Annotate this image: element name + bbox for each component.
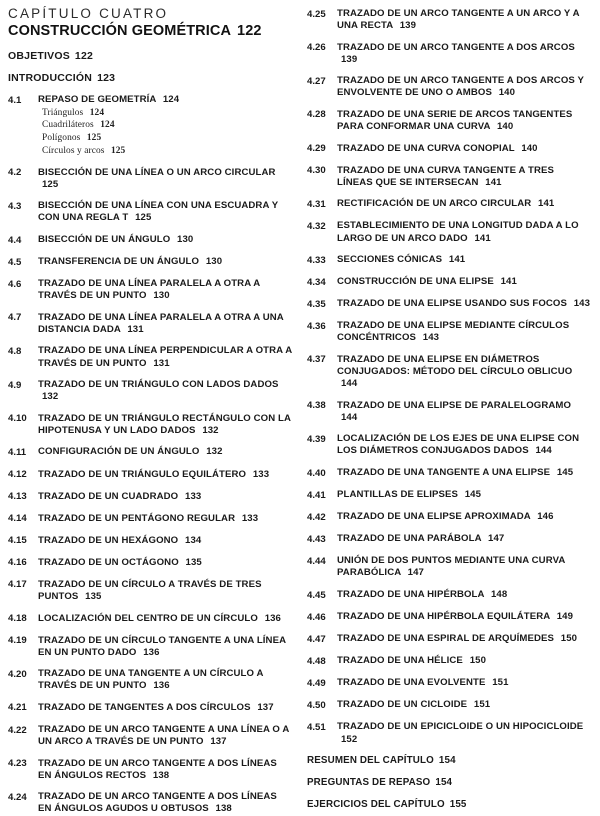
toc-entry-title: REPASO DE GEOMETRÍA: [38, 94, 157, 105]
toc-entry-title: UNIÓN DE DOS PUNTOS MEDIANTE UNA CURVA PARABÓLICA: [337, 555, 566, 579]
toc-entry-body: [38, 167, 293, 191]
chapter-label: CAPÍTULO CUATRO: [8, 6, 169, 21]
toc-entry-body: [38, 94, 293, 157]
toc-entry-body: [337, 42, 592, 66]
toc-entry[interactable]: [307, 109, 592, 133]
toc-entry-page: 134: [185, 534, 202, 546]
toc-entry-page: 147: [488, 533, 505, 545]
toc-entry[interactable]: [8, 256, 293, 269]
toc-entry-title: TRAZADO DE UNA PARÁBOLA: [337, 533, 482, 545]
toc-entry-page: 136: [153, 680, 170, 692]
toc-entry-body: [38, 557, 293, 569]
front-matter-label: OBJETIVOS: [8, 50, 70, 62]
toc-entry[interactable]: [8, 513, 293, 526]
toc-entry-page: 145: [556, 467, 574, 479]
toc-entry-body: [38, 379, 293, 403]
toc-entry-number: 4.7: [8, 312, 22, 324]
toc-subentry-list: [38, 108, 293, 158]
toc-entry-title: TRAZADO DE UN EPICICLOIDE O UN HIPOCICLOIDE: [337, 721, 584, 733]
toc-entry-title: TRAZADO DE UNA ELIPSE MEDIANTE CÍRCULOS CONCÉNTRICOS: [337, 320, 570, 344]
toc-entry-body: [337, 354, 592, 390]
toc-entry-page: 140: [521, 142, 538, 154]
toc-entry-title: TRAZADO DE UNA ELIPSE USANDO SUS FOCOS: [337, 298, 567, 310]
toc-entry-page: 139: [341, 53, 358, 65]
toc-entry-body: [38, 635, 293, 659]
toc-entry-body: [38, 535, 293, 547]
toc-entry-number: 4.9: [8, 379, 22, 391]
toc-entry[interactable]: [8, 312, 293, 336]
toc-entry-title: TRAZADO DE UN CÍRCULO A TRAVÉS DE TRES PUNTOS: [38, 578, 262, 602]
toc-entry-number: 4.47: [307, 633, 326, 645]
toc-entry-body: [337, 721, 592, 745]
toc-entry-title: TRAZADO DE UNA CURVA TANGENTE A TRES LÍNEAS QUE SE INTERSECAN: [337, 164, 554, 188]
toc-entry-title: TRAZADO DE UNA ELIPSE EN DIÁMETROS CONJUGADOS: MÉTODO DEL CÍRCULO OBLICUO: [337, 353, 573, 378]
toc-entry-number: 4.33: [307, 254, 326, 266]
toc-entry-body: [337, 109, 592, 133]
toc-subentry-label: Polígonos: [42, 133, 81, 144]
toc-entry-title: PLANTILLAS DE ELIPSES: [337, 489, 458, 501]
toc-entry-title: TRAZADO DE UN CICLOIDE: [337, 699, 468, 711]
toc-entry-body: [38, 758, 293, 782]
toc-entry-body: [38, 200, 293, 224]
toc-entry-number: 4.36: [307, 320, 326, 332]
toc-entry-title: CONSTRUCCIÓN DE UNA ELIPSE: [337, 276, 494, 288]
toc-entry-body: [337, 298, 592, 310]
toc-entry-body: [337, 489, 592, 501]
toc-entry-number: 4.29: [307, 143, 326, 155]
toc-entry[interactable]: [307, 276, 592, 289]
toc-entry-page: 131: [153, 357, 170, 369]
toc-entry-title: BISECCIÓN DE UN ÁNGULO: [38, 234, 171, 246]
toc-entry[interactable]: [307, 198, 592, 211]
toc-entry-body: [337, 198, 592, 210]
toc-entry-page: 141: [500, 276, 517, 288]
toc-entry-title: TRAZADO DE UNA LÍNEA PERPENDICULAR A OTRA A TRAVÉS DE UN PUNTO: [38, 345, 292, 369]
toc-entry-number: 4.37: [307, 354, 326, 366]
toc-entry-number: 4.1: [8, 94, 22, 106]
toc-entry[interactable]: [307, 721, 592, 745]
toc-entry-title: TRAZADO DE UN TRIÁNGULO RECTÁNGULO CON LA HIPOTENUSA Y UN LADO DADOS: [38, 412, 291, 436]
toc-entry-number: 4.16: [8, 557, 27, 569]
tail-entries-list: [307, 755, 592, 810]
toc-entry-title: TRAZADO DE UN HEXÁGONO: [38, 534, 179, 546]
toc-entry[interactable]: [307, 75, 592, 99]
toc-subentry-label: Triángulos: [42, 107, 84, 118]
toc-entry-number: 4.48: [307, 655, 326, 667]
toc-entry-page: 133: [252, 468, 270, 480]
front-matter-entry[interactable]: [8, 72, 293, 84]
toc-entry-title: TRAZADO DE UNA CURVA CONOPIAL: [337, 142, 515, 154]
toc-entry-page: 125: [135, 212, 152, 224]
toc-entry[interactable]: [8, 200, 293, 224]
toc-entry-number: 4.50: [307, 699, 326, 711]
toc-entry[interactable]: [8, 758, 293, 782]
toc-entry-title: LOCALIZACIÓN DE LOS EJES DE UNA ELIPSE CON LOS DIÁMETROS CONJUGADOS DADOS: [337, 433, 580, 457]
toc-entry-title: TRAZADO DE UNA ESPIRAL DE ARQUÍMEDES: [337, 633, 554, 645]
toc-entry-body: [337, 8, 592, 32]
toc-entry[interactable]: [307, 165, 592, 189]
toc-entry-number: 4.11: [8, 446, 27, 458]
toc-entry-number: 4.17: [8, 579, 27, 591]
toc-entry-body: [337, 555, 592, 579]
toc-tail-page: 154: [435, 777, 453, 789]
toc-entry[interactable]: [307, 555, 592, 579]
toc-entry-page: 125: [42, 178, 59, 190]
toc-entry-title: TRAZADO DE UN ARCO TANGENTE A DOS ARCOS: [337, 41, 575, 53]
toc-entry-page: 147: [407, 567, 424, 579]
toc-subentry-label: Cuadriláteros: [42, 120, 94, 131]
toc-entry-body: [38, 234, 293, 246]
toc-entry-page: 144: [341, 411, 358, 423]
toc-entry-body: [38, 702, 293, 714]
toc-entry-body: [337, 467, 592, 479]
toc-entry-page: 145: [464, 489, 482, 501]
toc-entry-page: 146: [537, 511, 554, 523]
toc-entry[interactable]: [307, 143, 592, 156]
toc-entry-page: 151: [473, 699, 491, 711]
toc-entry[interactable]: [307, 533, 592, 546]
toc-entry-page: 133: [185, 490, 202, 502]
toc-entry-number: 4.30: [307, 165, 326, 177]
toc-entry-body: [337, 433, 592, 457]
toc-entry-body: [337, 143, 592, 155]
toc-entry-title: TRAZADO DE TANGENTES A DOS CÍRCULOS: [38, 701, 251, 713]
toc-entry[interactable]: [307, 677, 592, 690]
toc-entry-page: 124: [162, 94, 180, 105]
toc-entry-page: 130: [177, 234, 194, 246]
toc-entry-number: 4.38: [307, 400, 326, 412]
front-matter-label: INTRODUCCIÓN: [8, 72, 93, 84]
toc-subentry-page: 124: [100, 120, 115, 131]
toc-subentry-label: Círculos y arcos: [42, 145, 105, 156]
toc-entry-page: 132: [42, 391, 59, 403]
toc-tail-label: PREGUNTAS DE REPASO: [307, 777, 431, 789]
toc-entry-title: TRAZADO DE UNA LÍNEA PARALELA A OTRA A TRAVÉS DE UN PUNTO: [38, 278, 260, 302]
toc-entry-number: 4.6: [8, 278, 22, 290]
toc-entry[interactable]: [307, 320, 592, 344]
toc-entry[interactable]: [8, 702, 293, 715]
toc-entry-body: [337, 589, 592, 601]
toc-entry[interactable]: [307, 42, 592, 66]
toc-entry-body: [38, 513, 293, 525]
toc-entry-number: 4.12: [8, 469, 27, 481]
toc-left-column: [8, 6, 293, 815]
toc-entry-number: 4.34: [307, 276, 326, 288]
toc-entry-number: 4.10: [8, 413, 27, 425]
toc-entry-page: 130: [153, 290, 170, 302]
toc-entry-number: 4.42: [307, 511, 326, 523]
toc-entry-number: 4.51: [307, 721, 326, 733]
toc-entry[interactable]: [307, 655, 592, 668]
toc-entry-page: 138: [152, 769, 170, 781]
toc-entry-number: 4.39: [307, 433, 326, 445]
toc-entry-title: TRAZADO DE UN ARCO TANGENTE A DOS LÍNEAS EN ÁNGULOS RECTOS: [38, 757, 277, 781]
toc-tail-label: RESUMEN DEL CAPÍTULO: [307, 755, 434, 767]
toc-entry-title: RECTIFICACIÓN DE UN ARCO CIRCULAR: [337, 198, 532, 210]
toc-entry-number: 4.14: [8, 513, 27, 525]
toc-entry-body: [38, 278, 293, 302]
toc-entry-page: 137: [257, 701, 274, 713]
toc-entry-title: TRAZADO DE UN ARCO TANGENTE A UNA LÍNEA O A UN ARCO A TRAVÉS DE UN PUNTO: [38, 724, 290, 748]
toc-entry-page: 141: [448, 254, 466, 266]
toc-tail-page: 155: [449, 799, 467, 811]
toc-entry-number: 4.31: [307, 198, 326, 210]
toc-entry-title: TRAZADO DE UN OCTÁGONO: [38, 556, 179, 568]
toc-entry-body: [38, 579, 293, 603]
toc-entry[interactable]: [307, 489, 592, 502]
toc-subentry[interactable]: [42, 108, 293, 119]
toc-entry-body: [38, 668, 293, 692]
toc-entry-title: TRAZADO DE UNA HIPÉRBOLA EQUILÁTERA: [337, 611, 550, 623]
toc-entry-title: CONFIGURACIÓN DE UN ÁNGULO: [38, 446, 200, 458]
toc-entry-number: 4.45: [307, 589, 326, 601]
toc-entry-title: SECCIONES CÓNICAS: [337, 254, 443, 266]
toc-subentry[interactable]: [42, 120, 293, 131]
toc-entry[interactable]: [8, 446, 293, 459]
toc-entry-page: 150: [469, 655, 487, 667]
toc-subentry-page: 125: [110, 145, 126, 156]
toc-entry-page: 151: [492, 677, 509, 689]
toc-entry-body: [337, 276, 592, 288]
toc-entry[interactable]: [307, 433, 592, 457]
toc-entry-title: TRAZADO DE UN ARCO TANGENTE A UN ARCO Y A UNA RECTA: [337, 8, 580, 32]
toc-entry-title: TRAZADO DE UN ARCO TANGENTE A DOS ARCOS Y ENVOLVENTE DE UNO O AMBOS: [337, 75, 584, 99]
toc-entry-page: 144: [341, 378, 358, 390]
toc-entry-page: 149: [556, 611, 574, 623]
toc-subentry-page: 125: [86, 133, 102, 144]
toc-entry-body: [337, 254, 592, 266]
toc-entry-body: [337, 655, 592, 667]
toc-entry-body: [38, 446, 293, 458]
toc-entry[interactable]: [307, 511, 592, 524]
toc-entry-page: 133: [241, 512, 259, 524]
toc-entry-number: 4.8: [8, 345, 22, 357]
toc-entry-title: ESTABLECIMIENTO DE UNA LONGITUD DADA A LO LARGO DE UN ARCO DADO: [337, 220, 579, 244]
toc-entry-body: [38, 724, 293, 748]
toc-entry-body: [337, 677, 592, 689]
toc-entry-number: 4.46: [307, 611, 326, 623]
front-matter-page: 122: [74, 50, 94, 62]
toc-entry[interactable]: [307, 8, 592, 32]
toc-entry[interactable]: [8, 278, 293, 302]
toc-entry-number: 4.44: [307, 555, 326, 567]
toc-entry[interactable]: [307, 298, 592, 311]
toc-entry-body: [337, 220, 592, 244]
toc-entry-page: 148: [490, 589, 508, 600]
toc-entry-title: TRAZADO DE UNA ELIPSE DE PARALELOGRAMO: [337, 399, 572, 411]
toc-entry-number: 4.3: [8, 200, 22, 212]
toc-entry-number: 4.15: [8, 535, 27, 547]
toc-entry-title: LOCALIZACIÓN DEL CENTRO DE UN CÍRCULO: [38, 612, 258, 624]
toc-entry-number: 4.23: [8, 758, 27, 770]
toc-entry-body: [337, 320, 592, 344]
toc-entry-title: TRAZADO DE UNA ELIPSE APROXIMADA: [337, 511, 531, 523]
toc-entry[interactable]: [8, 613, 293, 626]
toc-entry-page: 131: [127, 323, 144, 335]
toc-entry-page: 132: [202, 424, 219, 436]
toc-entry-body: [337, 400, 592, 424]
toc-entry[interactable]: [8, 668, 293, 692]
toc-entry-page: 152: [341, 733, 358, 745]
toc-entry[interactable]: [8, 535, 293, 548]
left-entries-list: [8, 94, 293, 816]
toc-entry[interactable]: [307, 611, 592, 624]
toc-entry-number: 4.28: [307, 109, 326, 121]
toc-entry[interactable]: [8, 167, 293, 191]
toc-entry[interactable]: [8, 579, 293, 603]
toc-tail-label: EJERCICIOS DEL CAPÍTULO: [307, 799, 445, 811]
toc-tail-entry[interactable]: [307, 799, 592, 810]
toc-entry-body: [38, 312, 293, 336]
toc-entry-title: TRAZADO DE UN CÍRCULO TANGENTE A UNA LÍNEA EN UN PUNTO DADO: [38, 634, 286, 658]
toc-subentry[interactable]: [42, 146, 293, 157]
chapter-title-text: CONSTRUCCIÓN GEOMÉTRICA: [8, 23, 232, 39]
toc-entry[interactable]: [307, 633, 592, 646]
toc-entry-title: TRAZADO DE UNA LÍNEA PARALELA A OTRA A UNA DISTANCIA DADA: [38, 311, 284, 335]
toc-entry-number: 4.43: [307, 533, 326, 545]
toc-entry-body: [337, 75, 592, 99]
toc-entry-title: TRAZADO DE UNA TANGENTE A UN CÍRCULO A TRAVÉS DE UN PUNTO: [38, 668, 264, 692]
toc-entry-body: [337, 611, 592, 623]
toc-entry-body: [38, 491, 293, 503]
toc-entry-page: 132: [206, 446, 223, 458]
toc-entry-page: 143: [422, 332, 440, 344]
toc-entry[interactable]: [307, 467, 592, 480]
toc-entry-number: 4.24: [8, 791, 27, 803]
toc-entry-page: 141: [474, 232, 491, 244]
toc-entry-page: 137: [210, 736, 227, 748]
chapter-title-page: 122: [237, 23, 262, 39]
front-matter-page: 123: [97, 72, 116, 84]
toc-entry-number: 4.21: [8, 702, 27, 714]
toc-entry-title: BISECCIÓN DE UNA LÍNEA O UN ARCO CIRCULAR: [38, 166, 276, 178]
toc-entry-title: TRAZADO DE UN TRIÁNGULO CON LADOS DADOS: [38, 379, 279, 391]
toc-entry-body: [337, 511, 592, 523]
toc-entry-body: [337, 165, 592, 189]
toc-entry-number: 4.32: [307, 220, 326, 232]
toc-entry-title: TRAZADO DE UN TRIÁNGULO EQUILÁTERO: [38, 468, 247, 480]
toc-entry[interactable]: [8, 635, 293, 659]
toc-entry-number: 4.22: [8, 724, 27, 736]
toc-entry[interactable]: [8, 724, 293, 748]
toc-entry[interactable]: [8, 469, 293, 482]
toc-entry[interactable]: [307, 254, 592, 267]
toc-entry-number: 4.2: [8, 167, 22, 179]
toc-entry-page: 144: [535, 445, 552, 457]
toc-entry-page: 130: [205, 256, 223, 268]
toc-tail-page: 154: [438, 755, 456, 767]
toc-entry-page: 141: [485, 176, 502, 188]
toc-entry-title: TRAZADO DE UNA SERIE DE ARCOS TANGENTES PARA CONFORMAR UNA CURVA: [337, 108, 573, 133]
toc-entry-number: 4.41: [307, 489, 326, 501]
toc-entry-number: 4.40: [307, 467, 326, 479]
toc-entry-page: 140: [498, 87, 516, 99]
toc-entry-page: 138: [215, 803, 232, 815]
chapter-title: [8, 23, 293, 39]
toc-entry-title: TRAZADO DE UNA HIPÉRBOLA: [337, 589, 485, 600]
toc-entry-body: [38, 413, 293, 437]
front-matter-entry[interactable]: [8, 50, 293, 62]
toc-entry-page: 135: [185, 556, 202, 568]
toc-entry-page: 140: [497, 121, 514, 133]
toc-entry-number: 4.19: [8, 635, 27, 647]
toc-entry-number: 4.13: [8, 491, 27, 503]
toc-entry[interactable]: [8, 94, 293, 157]
toc-entry-number: 4.49: [307, 677, 326, 689]
toc-right-column: [307, 6, 592, 811]
front-matter-list: [8, 50, 293, 84]
toc-entry[interactable]: [8, 413, 293, 437]
toc-entry[interactable]: [8, 791, 293, 815]
toc-entry-title: TRAZADO DE UN CUADRADO: [38, 490, 179, 502]
toc-entry[interactable]: [8, 234, 293, 247]
toc-entry-page: 141: [538, 198, 555, 210]
toc-entry-body: [337, 533, 592, 545]
toc-entry-number: 4.5: [8, 256, 22, 268]
toc-entry-body: [38, 791, 293, 815]
toc-entry-title: TRAZADO DE UNA HÉLICE: [337, 655, 463, 667]
toc-tail-entry[interactable]: [307, 777, 592, 788]
toc-entry-number: 4.26: [307, 42, 326, 54]
toc-entry-page: 136: [264, 612, 281, 624]
toc-entry-body: [38, 613, 293, 625]
toc-entry-title: TRAZADO DE UN PENTÁGONO REGULAR: [38, 512, 236, 524]
toc-entry-title: TRANSFERENCIA DE UN ÁNGULO: [38, 256, 200, 268]
toc-columns: [8, 6, 592, 815]
toc-entry[interactable]: [8, 557, 293, 570]
toc-entry-title: TRAZADO DE UN ARCO TANGENTE A DOS LÍNEAS EN ÁNGULOS AGUDOS U OBTUSOS: [38, 791, 277, 815]
toc-entry[interactable]: [307, 220, 592, 244]
toc-entry-body: [38, 256, 293, 268]
toc-entry-page: 143: [573, 298, 591, 310]
toc-entry-title: BISECCIÓN DE UNA LÍNEA CON UNA ESCUADRA Y CON UNA REGLA T: [38, 200, 279, 224]
toc-entry-title: TRAZADO DE UNA EVOLVENTE: [337, 677, 486, 689]
toc-entry[interactable]: [307, 354, 592, 390]
toc-entry-number: 4.20: [8, 668, 27, 680]
toc-entry-body: [337, 699, 592, 711]
toc-entry-number: 4.18: [8, 613, 27, 625]
toc-entry[interactable]: [8, 491, 293, 504]
toc-entry[interactable]: [8, 345, 293, 369]
toc-entry-page: 136: [143, 646, 160, 658]
toc-entry-page: 139: [399, 20, 417, 32]
toc-entry-body: [38, 345, 293, 369]
toc-entry-page: 135: [85, 591, 102, 602]
toc-tail-entry[interactable]: [307, 755, 592, 766]
toc-entry-body: [38, 469, 293, 481]
toc-entry-number: 4.4: [8, 234, 22, 246]
toc-entry-number: 4.25: [307, 8, 326, 20]
toc-entry[interactable]: [307, 699, 592, 712]
toc-entry-number: 4.27: [307, 75, 326, 87]
toc-entry-page: 150: [560, 633, 578, 645]
toc-subentry[interactable]: [42, 133, 293, 144]
toc-entry[interactable]: [307, 400, 592, 424]
toc-entry-body: [337, 633, 592, 645]
toc-entry[interactable]: [307, 589, 592, 602]
right-entries-list: [307, 8, 592, 746]
toc-subentry-page: 124: [89, 107, 105, 118]
toc-entry-number: 4.35: [307, 298, 326, 310]
toc-entry-title: TRAZADO DE UNA TANGENTE A UNA ELIPSE: [337, 467, 551, 479]
toc-entry[interactable]: [8, 379, 293, 403]
